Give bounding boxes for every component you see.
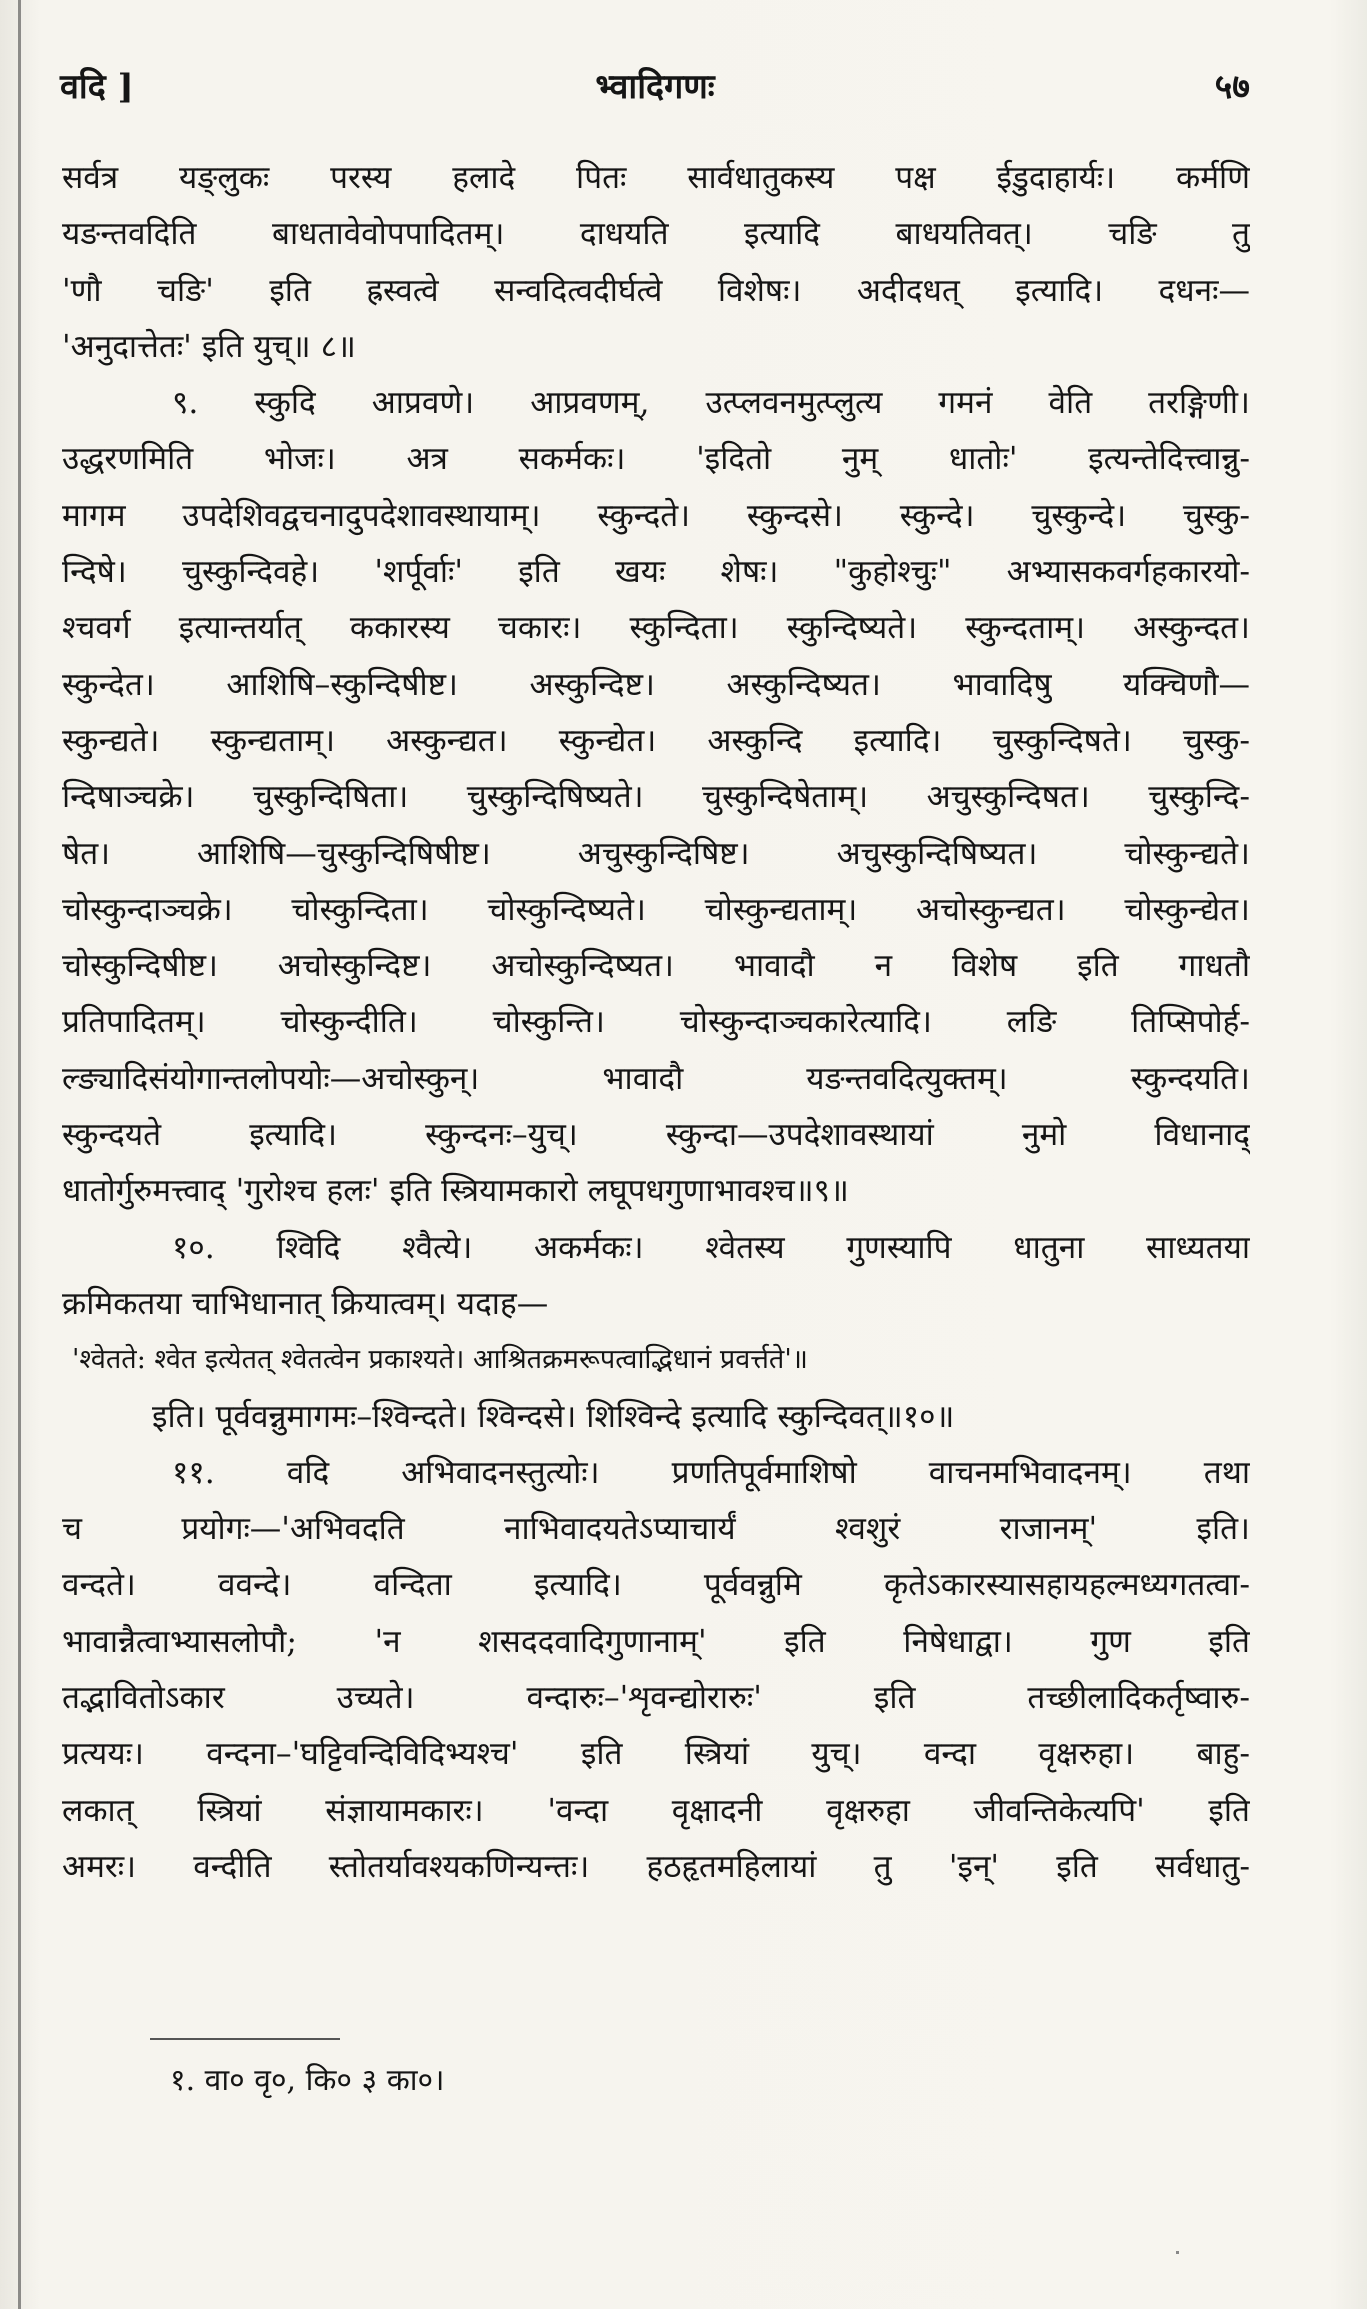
footnote: १. वा० वृ०, कि० ३ का०। [170, 2063, 445, 2098]
text-line: मागम उपदेशिवद्वचनादुपदेशावस्थायाम्। स्कुन्दते। स्कुन्दसे। स्कुन्दे। चुस्कुन्दे। चुस्कु- [62, 497, 1250, 534]
text-line: चोस्कुन्दाञ्चक्रे। चोस्कुन्दिता। चोस्कुन्दिष्यते। चोस्कुन्द्यताम्। अचोस्कुन्द्यत। चोस्कुन्द्येत। [62, 891, 1250, 928]
text-line: वन्दते। ववन्दे। वन्दिता इत्यादि। पूर्ववन्नुमि कृतेऽकारस्यासहायहल्मध्यगतत्वा- [62, 1567, 1250, 1604]
text-line: ल्ङ्यादिसंयोगान्तलोपयोः—अचोस्कुन्। भावादौ यङन्तवदित्युक्तम्। स्कुन्दयति। [62, 1060, 1250, 1097]
text-line: इति। पूर्ववन्नुमागमः–श्विन्दते। श्विन्दसे। शिश्विन्दे इत्यादि स्कुन्दिवत्॥१०॥ [152, 1398, 955, 1435]
text-line: चोस्कुन्दिषीष्ट। अचोस्कुन्दिष्ट। अचोस्कुन्दिष्यत। भावादौ न विशेष इति गाधतौ [62, 948, 1250, 985]
text-line: १०. श्विदि श्वैत्ये। अकर्मकः। श्वेतस्य गुणस्यापि धातुना साध्यतया [172, 1229, 1250, 1266]
text-line: ९. स्कुदि आप्रवणे। आप्रवणम्, उत्प्लवनमुत्प्लुत्य गमनं वेति तरङ्गिणी। [172, 385, 1250, 422]
text-line: सर्वत्र यङ्लुकः परस्य हलादे पितः सार्वधातुकस्य पक्ष ईडुदाहार्यः। कर्मणि [62, 160, 1250, 196]
footnote-separator [150, 2038, 340, 2040]
text-line: अमरः। वन्दीति स्तोतर्यावश्यकणिन्यन्तः। हठहृतमहिलायां तु 'इन्' इति सर्वधातु- [62, 1848, 1250, 1885]
page-binding-edge [18, 0, 21, 2309]
page-number: ५७ [1214, 67, 1250, 107]
text-line: प्रतिपादितम्। चोस्कुन्दीति। चोस्कुन्ति। चोस्कुन्दाञ्चकारेत्यादि। लङि तिप्सिपोर्ह- [62, 1004, 1250, 1041]
text-line: यङन्तवदिति बाधतावेवोपपादितम्। दाधयति इत्यादि बाधयतिवत्। चङि तु [62, 216, 1250, 253]
text-line: लकात् स्त्रियां संज्ञायामकारः। 'वन्दा वृक्षादनी वृक्षरुहा जीवन्तिकेत्यपि' इति [62, 1792, 1250, 1829]
text-line: 'णौ चङि' इति ह्रस्वत्वे सन्वदित्वदीर्घत्वे विशेषः। अदीदधत् इत्यादि। दधनः— [62, 272, 1250, 309]
text-line: तद्भावितोऽकार उच्यते। वन्दारुः–'शृवन्द्योरारुः' इति तच्छीलादिकर्तृष्वारु- [62, 1680, 1250, 1717]
text-line: षेत। आशिषि—चुस्कुन्दिषिषीष्ट। अचुस्कुन्दिषिष्ट। अचुस्कुन्दिषिष्यत। चोस्कुन्द्यते। [62, 835, 1250, 872]
text-line: च प्रयोगः—'अभिवदति नाभिवादयतेऽप्याचार्यं श्वशुरं राजानम्' इति। [62, 1511, 1250, 1548]
text-line: उद्धरणमिति भोजः। अत्र सकर्मकः। 'इदितो नुम् धातोः' इत्यन्तेदित्त्वान्नु- [62, 441, 1250, 478]
main-text-block [62, 150, 1250, 1895]
text-line: स्कुन्दयते इत्यादि। स्कुन्दनः–युच्। स्कुन्दा—उपदेशावस्थायां नुमो विधानाद् [62, 1117, 1250, 1154]
text-line: धातोर्गुरुमत्त्वाद् 'गुरोश्च हलः' इति स्त्रियामकारो लघूपधगुणाभावश्च॥९॥ [62, 1173, 849, 1210]
text-line: भावान्नैत्वाभ्यासलोपौ; 'न शसददवादिगुणानाम्' इति निषेधाद्वा। गुण इति [62, 1623, 1250, 1660]
running-header [60, 62, 1250, 112]
text-line: श्चवर्ग इत्यान्तर्यात् ककारस्य चकारः। स्कुन्दिता। स्कुन्दिष्यते। स्कुन्दताम्। अस्कुन्दत। [62, 610, 1250, 647]
text-line: प्रत्ययः। वन्दना–'घट्टिवन्दिविदिभ्यश्च' इति स्त्रियां युच्। वन्दा वृक्षरुहा। बाहु- [62, 1736, 1250, 1773]
text-line: 'श्वेतते: श्वेत इत्येतत् श्वेतत्वेन प्रकाश्यते। आश्रितक्रमरूपत्वाद्भिधानं प्रवर्त्तते'॥ [72, 1344, 808, 1376]
text-line: स्कुन्देत। आशिषि–स्कुन्दिषीष्ट। अस्कुन्दिष्ट। अस्कुन्दिष्यत। भावादिषु यक्चिणौ— [62, 666, 1250, 703]
header-section-marker: वदि ] [60, 67, 134, 107]
text-line: 'अनुदात्तेतः' इति युच्॥ ८॥ [62, 328, 356, 365]
paper-speck [1176, 2251, 1179, 2254]
text-line: ११. वदि अभिवादनस्तुत्योः। प्रणतिपूर्वमाशिषो वाचनमभिवादनम्। तथा [172, 1454, 1250, 1491]
header-title: भ्वादिगणः [595, 67, 715, 107]
text-line: क्रमिकतया चाभिधानात् क्रियात्वम्। यदाह— [62, 1285, 549, 1322]
text-line: स्कुन्द्यते। स्कुन्द्यताम्। अस्कुन्द्यत। स्कुन्द्येत। अस्कुन्दि इत्यादि। चुस्कुन्दिषते। चुस्कु- [62, 722, 1250, 759]
text-line: न्दिषे। चुस्कुन्दिवहे। 'शर्पूर्वाः' इति खयः शेषः। "कुहोश्चुः" अभ्यासकवर्गहकारयो- [62, 554, 1250, 591]
text-line: न्दिषाञ्चक्रे। चुस्कुन्दिषिता। चुस्कुन्दिषिष्यते। चुस्कुन्दिषेताम्। अचुस्कुन्दिषत। चुस्कुन्दि- [62, 779, 1250, 816]
